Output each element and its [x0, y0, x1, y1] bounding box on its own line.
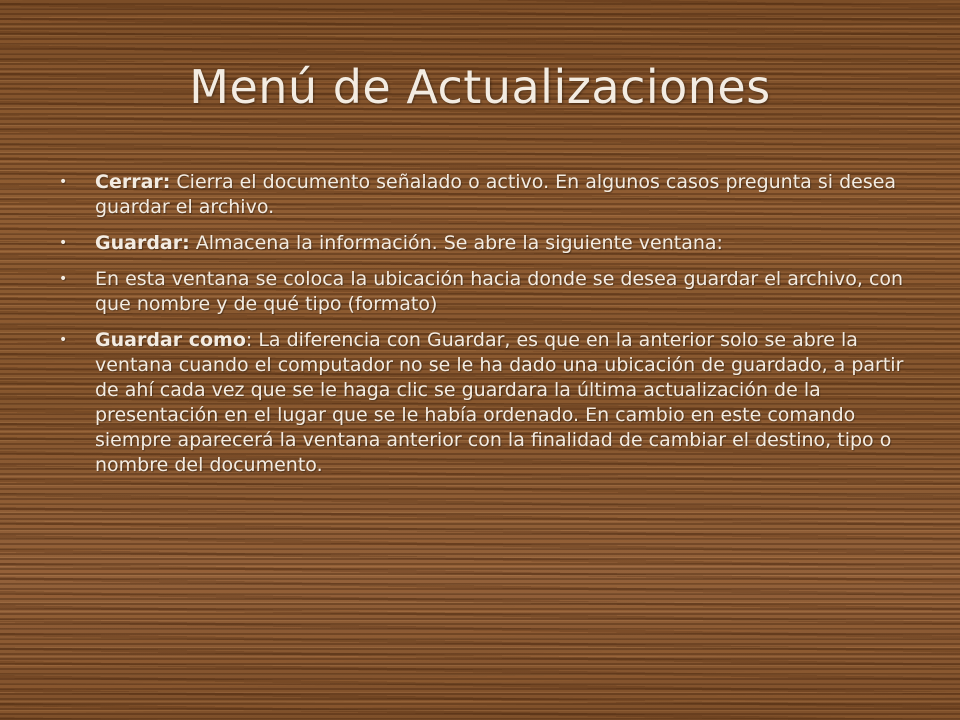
item-term: Guardar como [95, 329, 246, 351]
list-item-ventana [55, 267, 915, 317]
bullet-icon: • [59, 235, 68, 251]
list-item-guardar [55, 231, 915, 256]
item-term: Cerrar: [95, 171, 171, 193]
item-text: En esta ventana se coloca la ubicación hacia donde se desea guardar el archivo, con que nombre y de qué tipo (formato) [95, 268, 904, 315]
bullet-list [55, 170, 915, 478]
slide-title: Menú de Actualizaciones [189, 60, 771, 114]
list-item-cerrar [55, 170, 915, 220]
slide-body [55, 170, 915, 489]
item-term: Guardar: [95, 232, 190, 254]
bullet-icon: • [59, 332, 68, 348]
item-text: : La diferencia con Guardar, es que en la anterior solo se abre la ventana cuando el computador no se le ha dado una ubicación de guardado, a partir de ahí cada vez que se le haga clic se guardara la última actualización de la presentación en el lugar que se le había ordenado. En cambio en este comando siempre aparecerá la ventana anterior con la finalidad de cambiar el destino, tipo o nombre del documento. [95, 329, 904, 476]
bullet-icon: • [59, 174, 68, 190]
list-item-guardar-como [55, 328, 915, 478]
bullet-icon: • [59, 271, 68, 287]
item-text: Almacena la información. Se abre la siguiente ventana: [189, 232, 723, 254]
item-text: Cierra el documento señalado o activo. En algunos casos pregunta si desea guardar el archivo. [95, 171, 897, 218]
